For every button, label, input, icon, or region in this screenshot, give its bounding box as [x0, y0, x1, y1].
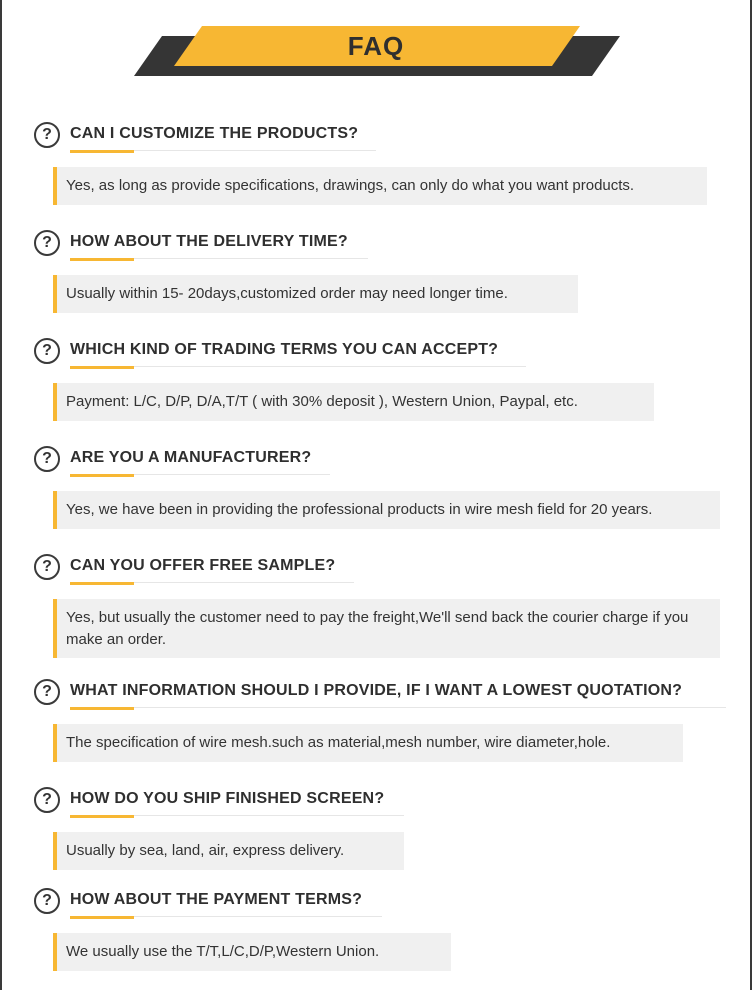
question-accent-bar — [70, 366, 134, 369]
question-circle-icon: ? — [34, 230, 60, 256]
question-accent-bar — [70, 815, 134, 818]
faq-answer: Payment: L/C, D/P, D/A,T/T ( with 30% deposit ), Western Union, Paypal, etc. — [53, 383, 654, 421]
question-circle-icon: ? — [34, 446, 60, 472]
question-accent-bar — [70, 258, 134, 261]
faq-answer: Usually within 15- 20days,customized order may need longer time. — [53, 275, 578, 313]
faq-answer: Usually by sea, land, air, express delivery. — [53, 832, 404, 870]
faq-answer: Yes, we have been in providing the professional products in wire mesh field for 20 years. — [53, 491, 720, 529]
question-circle-icon: ? — [34, 122, 60, 148]
faq-answer: The specification of wire mesh.such as material,mesh number, wire diameter,hole. — [53, 724, 683, 762]
faq-question: HOW DO YOU SHIP FINISHED SCREEN? — [70, 790, 385, 807]
question-circle-icon: ? — [34, 338, 60, 364]
question-accent-bar — [70, 916, 134, 919]
faq-question: CAN I CUSTOMIZE THE PRODUCTS? — [70, 125, 359, 142]
faq-question: WHICH KIND OF TRADING TERMS YOU CAN ACCEPT? — [70, 341, 499, 358]
question-circle-icon: ? — [34, 679, 60, 705]
question-accent-bar — [70, 150, 134, 153]
faq-question: CAN YOU OFFER FREE SAMPLE? — [70, 557, 336, 574]
question-underline — [70, 707, 726, 708]
question-accent-bar — [70, 474, 134, 477]
faq-question: HOW ABOUT THE DELIVERY TIME? — [70, 233, 348, 250]
faq-question: HOW ABOUT THE PAYMENT TERMS? — [70, 891, 363, 908]
question-accent-bar — [70, 707, 134, 710]
faq-question: ARE YOU A MANUFACTURER? — [70, 449, 312, 466]
faq-answer: We usually use the T/T,L/C,D/P,Western Union. — [53, 933, 451, 971]
question-circle-icon: ? — [34, 888, 60, 914]
question-underline — [70, 366, 526, 367]
faq-answer: Yes, as long as provide specifications, drawings, can only do what you want products. — [53, 167, 707, 205]
question-accent-bar — [70, 582, 134, 585]
page-title: FAQ — [347, 31, 405, 61]
faq-banner — [0, 0, 752, 80]
faq-answer: Yes, but usually the customer need to pay the freight,We'll send back the courier charge if you make an order. — [53, 599, 720, 658]
question-circle-icon: ? — [34, 787, 60, 813]
question-circle-icon: ? — [34, 554, 60, 580]
faq-question: WHAT INFORMATION SHOULD I PROVIDE, IF I WANT A LOWEST QUOTATION? — [70, 682, 683, 699]
